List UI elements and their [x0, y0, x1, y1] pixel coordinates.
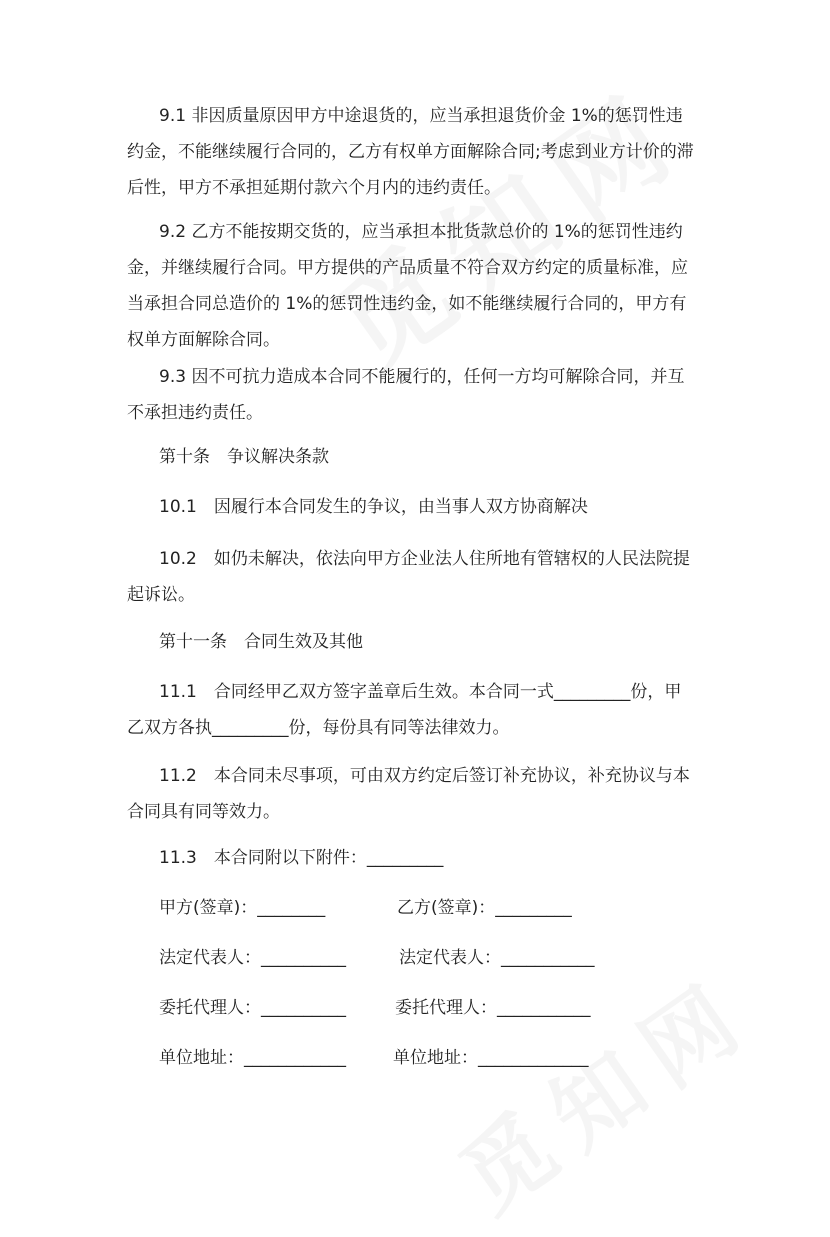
party-a-legal-rep: 法定代表人：__________: [159, 948, 346, 968]
clause-11-1: 11.1 合同经甲乙双方签字盖章后生效。本合同一式_________份，甲乙双方各执_________份，每份具有同等法律效力。: [127, 682, 682, 738]
clause-11-2: 11.2 本合同未尽事项，可由双方约定后签订补充协议，补充协议与本合同具有同等效力。: [127, 766, 690, 822]
signature-row-seal: [159, 890, 679, 926]
party-b-address: 单位地址：_____________: [393, 1048, 589, 1068]
party-b-agent: 委托代理人：___________: [395, 998, 591, 1018]
watermark-bottom: [430, 941, 775, 1237]
party-b-seal: 乙方(签章)：_________: [397, 898, 572, 918]
clause-10-1: 10.1 因履行本合同发生的争议，由当事人双方协商解决: [159, 497, 588, 517]
signature-row-legal-rep: [159, 940, 679, 976]
clause-10-2: 10.2 如仍未解决，依法向甲方企业法人住所地有管辖权的人民法院提起诉讼。: [127, 549, 690, 605]
party-a-address: 单位地址：____________: [159, 1048, 346, 1068]
party-a-seal: 甲方(签章)：________: [159, 898, 326, 918]
clause-9-1: 9.1 非因质量原因甲方中途退货的，应当承担退货价金 1%的惩罚性违约金，不能继续履行合同的，乙方有权单方面解除合同;考虑到业方计价的滞后性，甲方不承担延期付款六个月内的违约责任。: [127, 106, 694, 198]
clause-9-2: 9.2 乙方不能按期交货的，应当承担本批货款总价的 1%的惩罚性违约金，并继续履行合同。甲方提供的产品质量不符合双方约定的质量标准，应当承担合同总造价的 1%的惩罚性违约金，如不能继续履行合同的，甲方有权单方面解除合同。: [127, 222, 688, 350]
party-a-agent: 委托代理人：__________: [159, 998, 346, 1018]
party-b-legal-rep: 法定代表人：___________: [399, 948, 595, 968]
signature-row-address: [159, 1040, 679, 1076]
clause-11-3: 11.3 本合同附以下附件：_________: [159, 848, 444, 868]
clause-9-3: 9.3 因不可抗力造成本合同不能履行的，任何一方均可解除合同，并互不承担违约责任。: [127, 367, 685, 423]
article-10-heading: 第十条 争议解决条款: [159, 447, 329, 467]
article-11-heading: 第十一条 合同生效及其他: [159, 632, 363, 652]
signature-row-agent: [159, 990, 679, 1026]
